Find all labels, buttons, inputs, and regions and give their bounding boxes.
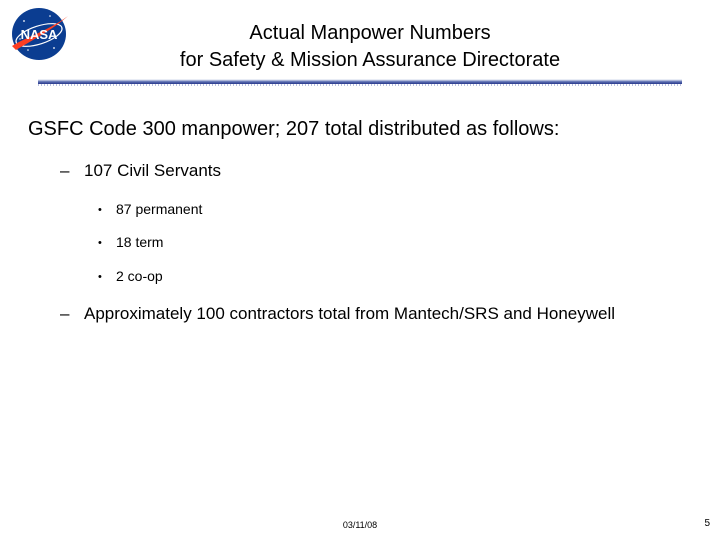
dash-marker: – (60, 304, 70, 323)
page-number: 5 (704, 518, 710, 529)
footer-date: 03/11/08 (342, 520, 378, 530)
sub-bullet-text: 2 co-op (116, 268, 163, 284)
sub-bullet-text: 18 term (116, 234, 164, 250)
bullet-marker: • (98, 271, 102, 283)
sub-bullet-term (98, 233, 163, 252)
bullet-marker: • (98, 237, 102, 249)
title-line-1: Actual Manpower Numbers (249, 22, 491, 44)
bullet-marker: • (98, 204, 102, 216)
dash-item-contractors (60, 302, 680, 348)
title-line-2: for Safety & Mission Assurance Directorate (179, 49, 561, 71)
sub-bullet-coop (98, 267, 163, 286)
dash-item-text: 107 Civil Servants (84, 161, 222, 180)
dash-marker: – (60, 161, 70, 180)
bullet-level1-manpower: GSFC Code 300 manpower; 207 total distributed as follows: (28, 118, 560, 140)
logo-wordmark: NASA (20, 27, 58, 42)
sub-bullet-permanent (98, 200, 202, 219)
sub-bullet-text: 87 permanent (116, 201, 203, 217)
dash-item-text: Approximately 100 contractors total from Mantech/SRS and Honeywell (84, 304, 616, 323)
